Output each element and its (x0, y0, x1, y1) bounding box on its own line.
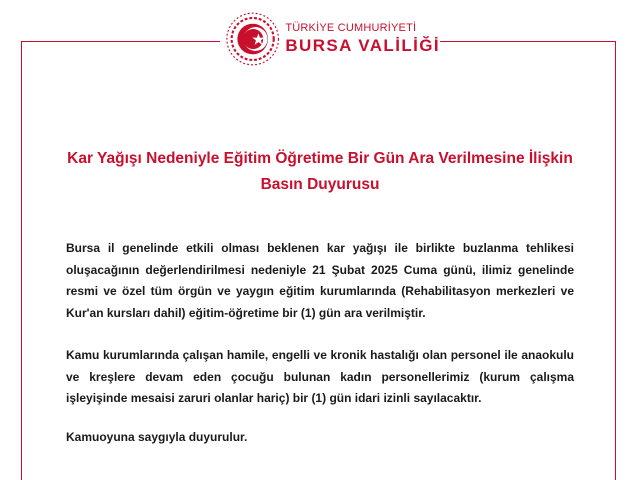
title-line-2: Basın Duyurusu (260, 176, 380, 193)
crescent-star-sunburst-emblem-icon (224, 10, 281, 68)
paragraph-3: Kamuoyuna saygıyla duyurulur. (66, 430, 248, 444)
paragraph-1: Bursa il genelinde etkili olması beklenen kar yağışı ile birlikte buzlanma tehlikesi oluşacağının değerlendirilmesi nedeniyle 21 Şubat 2025 Cuma günü, ilimiz genelinde resmi ve özel tüm örgün ve yaygın eğitim kurumlarında (Rehabilitasyon merkezleri ve Kur'an kursları dahil) eğitim-öğretime bir (1) gün ara verilmiştir. (66, 241, 574, 320)
letterhead (220, 8, 440, 70)
title-line-1: Kar Yağışı Nedeniyle Eğitim Öğretime Bir Gün Ara Verilmesine İlişkin (67, 150, 573, 167)
paragraph-2: Kamu kurumlarında çalışan hamile, engelli ve kronik hastalığı olan personel ile anaokulu ve kreşlere devam eden çocuğu bulunan kadın personellerimiz (kurum çalışma işleyişinde mesaisi zaruri olanlar hariç) bir (1) gün idari izinli sayılacaktır. (66, 348, 574, 405)
document-title (40, 146, 600, 198)
governorship-label: BURSA VALİLİĞİ (285, 36, 440, 55)
institution-name (285, 22, 440, 56)
republic-label: TÜRKİYE CUMHURİYETİ (285, 22, 417, 34)
